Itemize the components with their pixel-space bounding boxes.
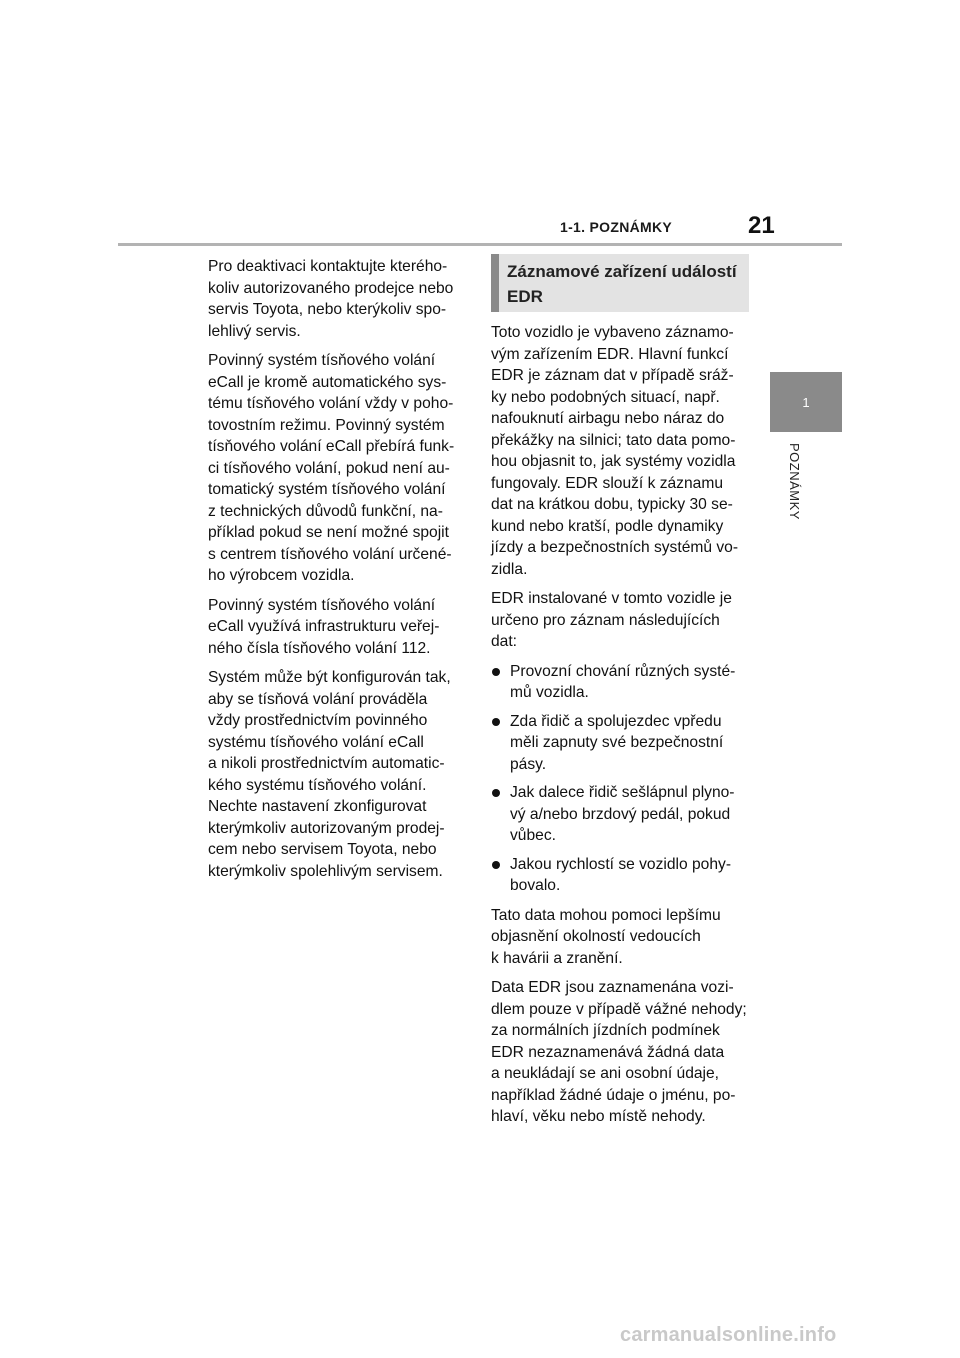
- paragraph: Tato data mohou pomoci lepšímu objasnění okolností vedoucích k havárii a zranění.: [491, 906, 721, 967]
- list-item-text: Zda řidič a spolujezdec vpředu měli zapnuty své bezpečnostní pásy.: [510, 712, 724, 773]
- chapter-tab-label: POZNÁMKY: [787, 443, 802, 520]
- left-column: [208, 256, 473, 890]
- chapter-tab-number: 1: [802, 394, 810, 410]
- list-item: [491, 854, 761, 897]
- paragraph: Povinný systém tísňového volání eCall využívá infrastrukturu veřej- ného čísla tísňového volání 112.: [208, 596, 440, 657]
- paragraph: Data EDR jsou zaznamenána vozi- dlem pouze v případě vážné nehody; za normálních jízdních podmínek EDR nezaznamenává žádná data a neukládají se ani osobní údaje, například žádné údaje o jménu, po- hlaví, věku nebo místě nehody.: [491, 979, 747, 1125]
- bullet-icon: [492, 668, 500, 676]
- bullet-icon: [492, 861, 500, 869]
- paragraph: Toto vozidlo je vybaveno záznamo- vým zařízením EDR. Hlavní funkcí EDR je záznam dat v případě sráž- ky nebo podobných situací, např. nafouknutí airbagu nebo náraz do překážky na silnici; tato data pomo- hou objasnit to, jak systémy vozidla fungovaly. EDR slouží k záznamu dat na krátkou dobu, typicky 30 se- kund nebo kratší, podle dynamiky jízdy a bezpečnostních systémů vo- zidla.: [491, 324, 739, 578]
- list-item-text: Jak dalece řidič sešlápnul plyno- vý a/nebo brzdový pedál, pokud vůbec.: [510, 784, 735, 844]
- page-number: 21: [748, 212, 775, 239]
- paragraph: EDR instalované v tomto vozidle je určeno pro záznam následujících dat:: [491, 590, 732, 650]
- list-item: [491, 661, 761, 704]
- bullet-icon: [492, 789, 500, 797]
- list-item-text: Jakou rychlostí se vozidlo pohy- bovalo.: [510, 855, 732, 894]
- header-divider: [118, 243, 842, 246]
- list-item: [491, 782, 761, 847]
- right-column: [491, 322, 761, 1136]
- section-heading: Záznamové zařízení událostí EDR: [491, 254, 749, 312]
- bullet-icon: [492, 718, 500, 726]
- list-item-text: Provozní chování různých systé- mů vozidla.: [510, 662, 736, 701]
- bullet-list: [491, 661, 761, 897]
- chapter-tab[interactable]: [770, 372, 842, 432]
- watermark: carmanualsonline.info: [620, 1324, 837, 1346]
- paragraph: Systém může být konfigurován tak, aby se tísňová volání prováděla vždy prostřednictvím povinného systému tísňového volání eCall a nikoli prostřednictvím automatic- kého systému tísňového volání. Nechte nastavení zkonfigurovat kterýmkoliv autorizovaným prodej- cem nebo servisem Toyota, nebo kterýmkoliv spolehlivým servisem.: [208, 669, 451, 880]
- list-item: [491, 711, 761, 776]
- paragraph: Povinný systém tísňového volání eCall je kromě automatického sys- tému tísňového volání vždy v poho- tovostním režimu. Povinný systém tísňového volání eCall přebírá funk- ci tísňového volání, pokud není au- tomatický systém tísňového volání z technických důvodů funkční, na- příklad pokud se není možné spojit s centrem tísňového volání určené- ho výrobcem vozidla.: [208, 352, 455, 584]
- paragraph: Pro deaktivaci kontaktujte kterého- koliv autorizovaného prodejce nebo servis Toyota, nebo kterýkoliv spo- lehlivý servis.: [208, 258, 454, 340]
- header-section-title: 1-1. POZNÁMKY: [560, 219, 673, 235]
